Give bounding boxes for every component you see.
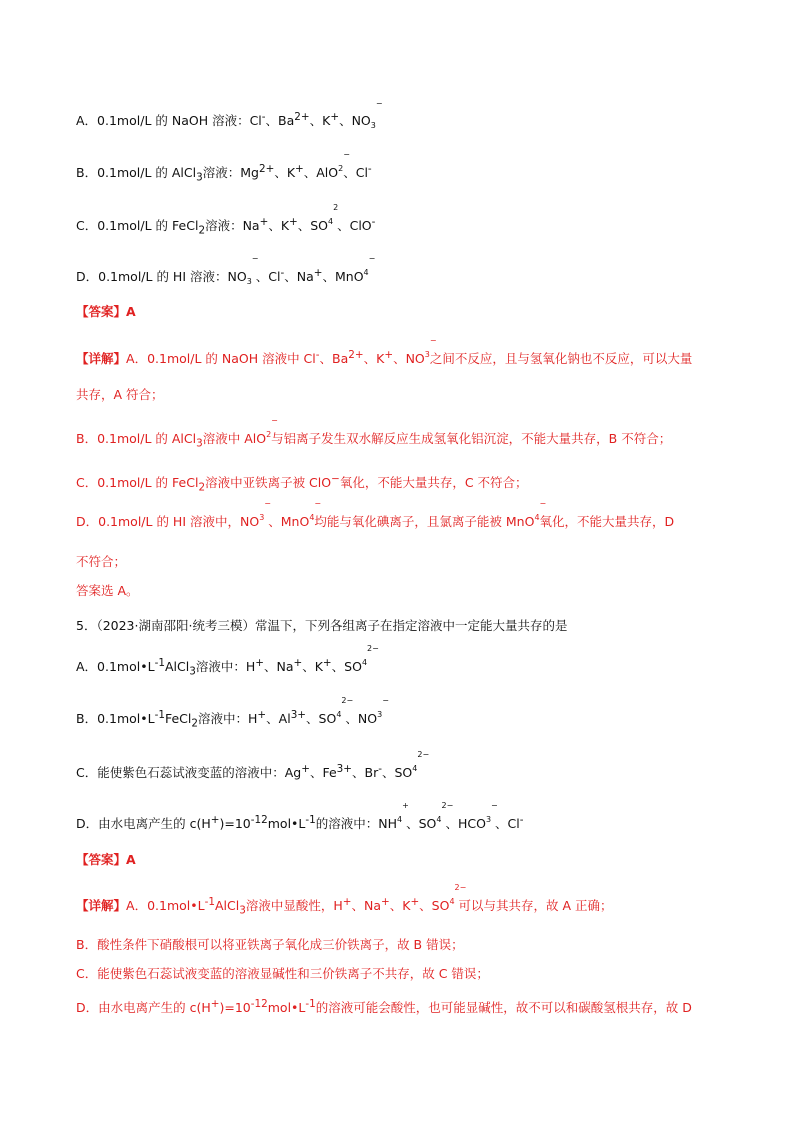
q4-detail-d-cont: 不符合； <box>76 554 127 569</box>
aluminate-ion: 溶液中 AlO − $^2$ <box>202 416 278 446</box>
sulfate-ion: 、SO 2− $^4$ <box>381 750 430 781</box>
nitrate-ion: 、NO − $_3$ <box>339 99 383 131</box>
permanganate-ion: 均能与氧化碘离子，且氯离子能被 MnO − $^4$ <box>314 499 547 529</box>
q4-option-c: C．0.1mol/L 的 FeCl$_2$溶液：Na+、K+、SO 2 $^4$ 、ClO- <box>76 203 376 237</box>
sulfate-ion: 、SO 2 $^4$ <box>297 203 339 234</box>
aluminate-ion: 、AlO − $^2$ <box>303 150 350 181</box>
q5-detail-b: B．酸性条件下硝酸根可以将亚铁离子氧化成三价铁离子，故 B 错误； <box>76 937 464 952</box>
q5-answer: 【答案】A <box>76 852 136 867</box>
q4-option-b: B．0.1mol/L 的 AlCl$_3$溶液：$Mg^{2+}$、K+、AlO − $^2$、Cl- <box>76 150 372 184</box>
nitrate-ion: D．0.1mol/L 的 HI 溶液：NO − $_3$ <box>76 254 259 287</box>
nitrate-ion: 、NO − $^3$ <box>345 696 389 727</box>
q4-detail-c: C．0.1mol/L 的 FeCl$_2$溶液中亚铁离子被 ClO−氧化，不能大量共存，C 不符合； <box>76 473 528 494</box>
q5-option-c: C．能使紫色石蕊试液变蓝的溶液中：Ag+、$Fe^{3+}$、Br-、SO 2− $^4$ <box>76 750 430 781</box>
q4-option-d: D．0.1mol/L 的 HI 溶液：NO − $_3$ 、Cl-、Na+、MnO − $^4$ <box>76 254 376 287</box>
q5-detail-a: 【详解】A．$0.1mol•L^{-1}AlCl_3$溶液中显酸性，H+、Na+、K+、SO 2− $^4$ 可以与其共存，故 A 正确； <box>76 883 613 917</box>
sulfate-ion: 、SO 2− $^4$ <box>331 644 379 675</box>
q4-option-a: A．0.1mol/L 的 NaOH 溶液：Cl-、$Ba^{2+}$、K+、NO − $_3$ <box>76 99 383 131</box>
q5-detail-c: C．能使紫色石蕊试液变蓝的溶液显碱性和三价铁离子不共存，故 C 错误； <box>76 966 489 981</box>
ammonium-ion: 的溶液中：NH + $^4$ <box>315 801 409 832</box>
sulfate-ion: 、SO 2− $^4$ <box>406 801 454 832</box>
q4-detail-a: 【详解】A．0.1mol/L 的 NaOH 溶液中 Cl-、$Ba^{2+}$、K+、NO − $^3$之间不反应，且与氢氧化钠也不反应，可以大量 <box>76 336 693 367</box>
q4-answer: 【答案】A <box>76 304 136 319</box>
q5-stem: 5．（2023·湖南邵阳·统考三模）常温下，下列各组离子在指定溶液中一定能大量共存的是 <box>76 618 568 633</box>
nitrate-ion: 、NO − $^3$ <box>393 336 437 367</box>
sulfate-ion: 、SO 2− $^4$ <box>419 883 467 914</box>
nitrate-ion: D．0.1mol/L 的 HI 溶液中，NO − $^3$ <box>76 499 271 529</box>
q4-detail-b: B．0.1mol/L 的 AlCl$_3$溶液中 AlO − $^2$与铝离子发生双水解反应生成氢氧化铝沉淀，不能大量共存，B 不符合； <box>76 416 672 450</box>
q5-option-d: D．由水电离产生的 $c(H^+)=10^{-12}mol•L^{-1}$的溶液中：NH + $^4$ 、SO 2− $^4$ 、HCO − $^3$ 、Cl- <box>76 801 524 832</box>
q5-option-b: B．$0.1mol•L^{-1}FeCl_2$溶液中：H+、$Al^{3+}$、SO 2− $^4$ 、NO − $^3$ <box>76 696 389 730</box>
sulfate-ion: 、SO 2− $^4$ <box>306 696 354 727</box>
q4-detail-d: D．0.1mol/L 的 HI 溶液中，NO − $^3$ 、MnO − $^4$均能与氧化碘离子，且氯离子能被 MnO − $^4$氧化，不能大量共存，D <box>76 499 675 529</box>
bicarbonate-ion: 、HCO − $^3$ <box>445 801 498 832</box>
q5-option-a: A．$0.1mol•L^{-1}AlCl_3$溶液中：H+、Na+、K+、SO 2− $^4$ <box>76 644 379 678</box>
permanganate-ion: 、MnO − $^4$ <box>268 499 322 529</box>
permanganate-ion: 、MnO − $^4$ <box>322 254 376 285</box>
q4-detail-a-cont: 共存，A 符合； <box>76 387 164 402</box>
q4-conclusion: 答案选 A。 <box>76 583 139 598</box>
q5-detail-d: D．由水电离产生的 $c(H^+)=10^{-12}mol•L^{-1}$的溶液可能会酸性，也可能显碱性，故不可以和碳酸氢根共存，故 D <box>76 998 692 1016</box>
